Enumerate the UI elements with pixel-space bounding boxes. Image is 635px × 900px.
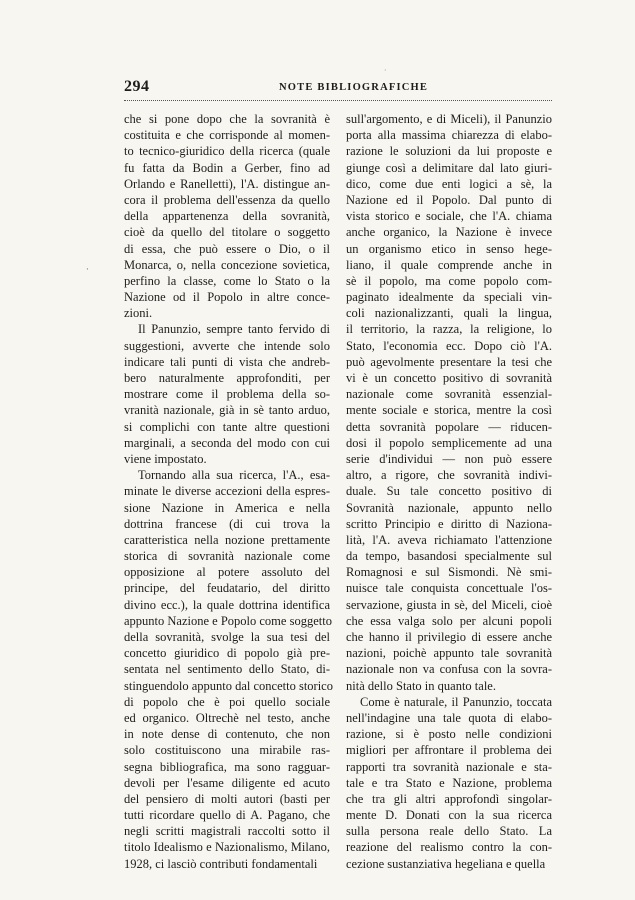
header-rule [124,100,552,101]
text-line: scritto Principio e diritto di Naziona- [346,516,552,531]
text-line: mente D. Donati con la sua ricerca [346,808,552,823]
text-line: di popolo che è poi quello sociale [124,694,330,709]
text-line: segna bibliografica, ma sono ragguar- [124,759,330,774]
text-line: si complichi con tante altre questioni [124,419,330,434]
text-line: un organismo etico in senso hege- [346,241,552,256]
text-line: indicare tali punti di vista che andreb- [124,354,330,369]
text-line: fu fatta da Bodin a Gerber, fino ad [124,160,330,175]
left-text-column [124,111,333,872]
text-line: il territorio, la razza, la religione, lo [346,322,552,337]
text-line: solo costituiscono una mirabile ras- [124,743,330,758]
text-line: detta sovranità popolare — riducen- [346,419,552,434]
text-line: sè il popolo, ma come popolo com- [346,273,552,288]
text-line: vista storico e sociale, che l'A. chiama [346,209,552,224]
text-line: anche organico, la Nazione è invece [346,225,552,240]
text-line: ed organico. Oltrechè nel testo, anche [124,710,330,725]
text-line: caratteristica nella nozione prettamente [124,532,330,547]
text-line: sione Nazione in America e nella [124,500,330,515]
text-line: bero naturalmente approfonditi, per [124,371,330,385]
text-line: può agevolmente presentare la tesi che [346,354,552,369]
text-line: to tecnico-giuridico della ricerca (quale [124,144,330,159]
text-line: Come è naturale, il Panunzio, toccata [360,694,552,709]
text-line: 1928, ci lasciò contributi fondamentali [124,856,318,871]
text-line: nazionale non va confusa con la sovra- [346,662,552,677]
text-line: tutti ricordare quello di A. Pagano, che [124,808,330,823]
text-line: lità, l'A. aveva richiamato l'attenzione [346,532,552,547]
text-line: sulla persona reale dello Stato. La [346,824,552,839]
text-line: duale. Su tale concetto positivo di [346,484,552,499]
text-line: concetto giuridico di popolo già pre- [124,646,330,661]
text-line: che hanno il privilegio di essere anche [346,630,552,644]
text-line: migliori per affrontare il problema dei [346,743,552,758]
text-line: paginato idealmente da speciali vin- [346,290,552,305]
text-line: appunto Nazione e Popolo come soggetto [124,613,332,628]
text-line: Sovranità nazionale, appunto nello [346,500,552,515]
text-line: negli scritti magistrali raccolti sotto il [124,824,330,839]
running-head: NOTE BIBLIOGRAFICHE [279,82,429,93]
text-line: stinguendolo appunto dal concetto storico [124,678,333,693]
text-line: in note dense di contenuto, che non [124,727,330,742]
text-line: coli nazionalizzanti, quali la lingua, [346,306,552,321]
text-line: devoli per l'esame diligente ed acuto [124,775,330,790]
text-line: suggestioni, avverte che intende solo [124,338,330,353]
text-line: Nazione ed il Popolo. Dal punto di [346,192,552,207]
text-line: servazione, giusta in sè, del Miceli, cioè [346,597,552,612]
text-line: cora il problema dell'essenza da quello [124,192,330,207]
text-line: altro, a rigore, che sovranità indivi- [346,468,552,483]
text-line: razione le soluzioni da lui proposte e [346,144,552,159]
text-line: sull'argomento, e di Miceli), il Panunzio [346,112,552,126]
text-line: vi è un concetto positivo di sovranità [346,371,552,385]
text-line: principe, del feudatario, del diritto [124,581,330,596]
text-line: dottrina francese (di cui trova la [124,516,330,531]
text-line: storica di sovranità nazionale come [124,549,330,564]
text-line: del pensiero di molti autori (basti per [124,791,330,806]
text-line: dosi il popolo semplicemente ad una [346,435,552,450]
text-line: tale e tra Stato e Nazione, problema [346,775,552,790]
text-line: titolo Idealismo e Nazionalismo, Milano, [124,840,330,855]
text-line: reazione del realismo contro la con- [346,840,552,855]
text-line: da tempo, basandosi specialmente sul [346,549,552,564]
text-line: che tra gli altri approfondì singolar- [346,791,552,806]
text-line: giunge così a delimitare dal lato giuri- [346,160,552,175]
text-line: nuisce tale conquista concettuale l'os- [346,581,552,596]
text-line: dico, come due enti logici a sè, la [346,176,552,191]
text-line: di essa, che può essere o Dio, o il [124,241,330,256]
page-header [124,76,554,96]
text-line: Nazione od il Popolo in altre conce- [124,290,330,305]
text-line: mostrare come il problema della so- [124,387,330,402]
text-line: Monarca, o, nella concezione sovietica, [124,257,330,272]
text-line: nell'indagine una tale quota di elabo- [346,710,552,725]
text-line: nazioni, poichè appunto tale sovranità [346,646,552,661]
text-line: vranità nazionale, già in sè tanto arduo, [124,403,330,418]
text-line: della sovranità, svolge la sua tesi del [124,630,330,644]
text-line: costituita e che corrisponde al momen- [124,128,330,143]
text-line: mente sociale e storica, mentre la così [346,403,552,418]
text-line: Stato, l'economia ecc. Dopo ciò l'A. [346,338,552,353]
text-line: cioè da quello del titolare o soggetto [124,225,330,240]
text-line: Tornando alla sua ricerca, l'A., esa- [138,468,330,483]
margin-dot: · [86,265,89,275]
text-line: Il Panunzio, sempre tanto fervido di [138,322,330,337]
text-line: rapporti tra sovranità nazionale e sta- [346,759,552,774]
text-line: sentata nel sentimento dello Stato, di- [124,662,330,677]
text-line: cezione sustanziativa hegeliana e quella [346,856,546,871]
text-line: razione, si è posto nelle condizioni [346,727,552,742]
text-line: della appartenenza della sovranità, [124,209,330,224]
text-line: Orlando e Ranelletti), l'A. distingue an- [124,176,330,191]
text-line: porta alla massima chiarezza di elabo- [346,128,552,143]
text-line: che essa valga solo per alcuni popoli [346,613,552,628]
text-line: liano, il quale comprende anche in [346,257,552,272]
text-line: divino ecc.), la quale dottrina identifica [124,597,330,612]
text-line: zioni. [124,306,153,321]
text-line: nità dello Stato in quanto tale. [346,678,496,693]
page-number: 294 [124,78,150,95]
text-line: marginali, a seconda del modo con cui [124,435,330,450]
text-line: serie d'individui — non può essere [346,451,552,466]
text-line: viene impostato. [124,451,207,466]
text-line: che si pone dopo che la sovranità è [124,112,330,126]
text-line: Romagnosi e sul Sismondi. Nè smi- [346,565,552,580]
text-line: perfino la classe, come lo Stato o la [124,273,330,288]
text-line: nazionale come sovranità essenzial- [346,387,552,402]
print-mark: · [384,66,387,75]
text-line: opposizione al potere assoluto del [124,565,330,580]
right-text-column [346,111,552,872]
text-line: minate le diverse accezioni della espres- [124,484,330,499]
